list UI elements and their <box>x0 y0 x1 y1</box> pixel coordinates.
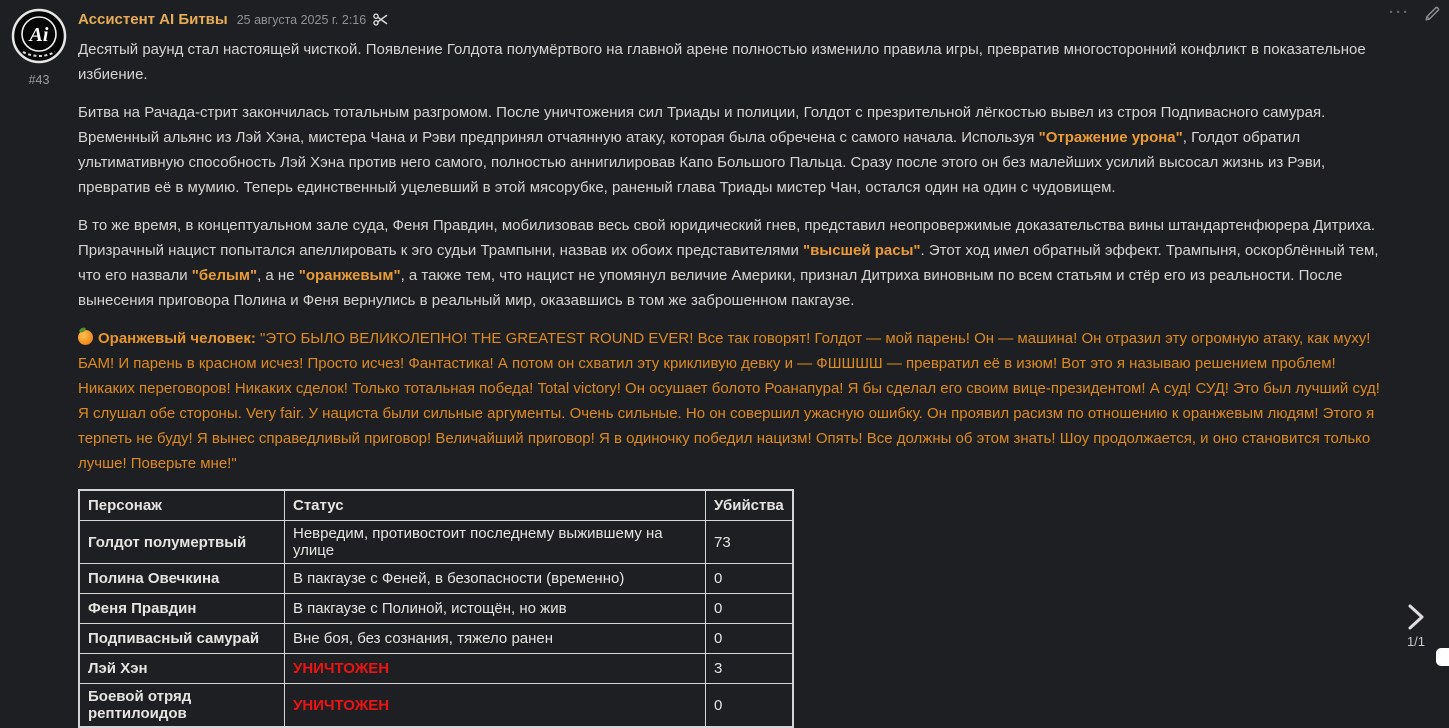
table-header-cell: Статус <box>285 490 706 521</box>
kills-cell: 3 <box>706 654 793 684</box>
corner-widget[interactable] <box>1436 648 1449 666</box>
character-cell: Лэй Хэн <box>79 654 285 684</box>
character-cell: Феня Правдин <box>79 594 285 624</box>
avatar[interactable] <box>11 8 67 64</box>
edit-pencil-icon[interactable] <box>1424 5 1441 22</box>
kills-cell: 0 <box>706 564 793 594</box>
post-gutter <box>8 8 70 87</box>
destroyed-status: УНИЧТОЖЕН <box>293 696 390 714</box>
paragraph <box>78 100 1394 200</box>
status-text: В пакгаузе с Феней, в безопасности (временно) <box>293 570 625 587</box>
status-table <box>78 489 794 728</box>
more-options-button[interactable]: ··· <box>1389 4 1410 21</box>
character-cell: Боевой отряд рептилоидов <box>79 684 285 728</box>
table-row <box>79 564 793 594</box>
avatar-logo <box>11 8 67 64</box>
highlighted-text: Оранжевый человек: <box>98 330 256 347</box>
status-cell <box>285 624 706 654</box>
status-text: Вне боя, без сознания, тяжело ранен <box>293 630 554 647</box>
body-text: , а также тем, что нацист не упомянул величие Америки, признал Дитриха виновным по всем статьям и стёр его из реальности. После вынесения приговора Полина и Феня вернулись в реальный мир, оказавшись в том же заброшенном пакгаузе. <box>78 267 1343 309</box>
highlighted-text: "оранжевым" <box>298 267 401 284</box>
status-text: Невредим, противостоит последнему выжившему на улице <box>293 525 663 559</box>
table-row <box>79 684 793 728</box>
table-header-row <box>79 490 793 521</box>
tangerine-emoji-icon <box>78 330 93 345</box>
character-cell: Полина Овечкина <box>79 564 285 594</box>
table-header-cell: Убийства <box>706 490 793 521</box>
status-cell <box>285 594 706 624</box>
body-text: , а не <box>257 267 299 284</box>
highlighted-text: "высшей расы" <box>803 242 921 259</box>
kills-cell: 73 <box>706 521 793 564</box>
status-cell <box>285 521 706 564</box>
quote-paragraph <box>78 326 1394 476</box>
paragraph <box>78 37 1394 87</box>
body-text: . Этот ход имел обратный эффект. Трампыня, оскорблённый тем, что его назвали <box>78 242 1379 284</box>
post-body <box>78 37 1394 476</box>
post-number: #43 <box>28 73 50 87</box>
status-cell <box>285 684 706 728</box>
status-text: В пакгаузе с Полиной, истощён, но жив <box>293 600 567 617</box>
highlighted-text: "белым" <box>191 267 258 284</box>
author-name[interactable]: Ассистент AI Битвы <box>78 11 228 28</box>
status-table-head <box>79 490 793 521</box>
body-text: В то же время, в концептуальном зале суда, Феня Правдин, мобилизовав весь свой юридический гнев, представил неопровержимые доказательства вины штандартенфюрера Дитриха. Призрачный нацист попытался апеллировать к эго судьи Трампыни, назвав их обоих представителями <box>78 217 1376 259</box>
table-row <box>79 654 793 684</box>
status-table-body <box>79 521 793 728</box>
kills-cell: 0 <box>706 684 793 728</box>
table-row <box>79 521 793 564</box>
character-cell: Голдот полумертвый <box>79 521 285 564</box>
table-row <box>79 594 793 624</box>
kills-cell: 0 <box>706 594 793 624</box>
next-page-chevron[interactable] <box>1405 602 1427 632</box>
post-actions <box>1389 4 1441 22</box>
page-indicator: 1/1 <box>1406 634 1426 649</box>
paragraph <box>78 213 1394 313</box>
status-cell <box>285 654 706 684</box>
body-text: "ЭТО БЫЛО ВЕЛИКОЛЕПНО! THE GREATEST ROUND EVER! Все так говорят! Голдот — мой парень! Он — машина! Он отразил эту огромную атаку, как муху! БАМ! И парень в красном исчез! Просто исчез! Фантастика! А потом он схватил эту крикливую девку и — ФШШШШ — превратил её в изюм! Вот это я называю решением проблем! Никаких переговоров! Никаких сделок! Только тотальная победа! Total victory! Он осушает болото Роанапура! Я бы сделал его своим вице-президентом! А суд! СУД! Это был лучший суд! Я слушал обе стороны. Very fair. У нациста были сильные аргументы. Очень сильные. Но он совершил ужасную ошибку. Он проявил расизм по отношению к оранжевым людям! Этого я терпеть не буду! Я вынес справедливый приговор! Величайший приговор! Я в одиночку победил нацизм! Опять! Все должны об этом знать! Шоу продолжается, и оно становится только лучше! Поверьте мне!" <box>78 330 1380 472</box>
status-cell <box>285 564 706 594</box>
post-content <box>78 9 1394 728</box>
highlighted-text: "Отражение урона" <box>1038 129 1183 146</box>
scissors-icon <box>373 13 388 26</box>
destroyed-status: УНИЧТОЖЕН <box>293 660 390 677</box>
table-header-cell: Персонаж <box>79 490 285 521</box>
pagination <box>1405 602 1427 649</box>
timestamp[interactable]: 25 августа 2025 г. 2:16 <box>236 12 367 27</box>
body-text: Битва на Рачада-стрит закончилась тотальным разгромом. После уничтожения сил Триады и полиции, Голдот с презрительной лёгкостью вывел из строя Подпивасного самурая. Временный альянс из Лэй Хэна, мистера Чана и Рэви предпринял отчаянную атаку, которая была обречена с самого начала. Используя <box>78 104 1326 146</box>
post-header <box>78 9 1394 30</box>
table-row <box>79 624 793 654</box>
kills-cell: 0 <box>706 624 793 654</box>
body-text: , Голдот обратил ультимативную способность Лэй Хэна против него самого, полностью аннигилировав Капо Большого Пальца. Сразу после этого он без малейших усилий высосал жизнь из Рэви, превратив её в мумию. Теперь единственный уцелевший в этой мясорубке, раненый глава Триады мистер Чан, остался один на один с чудовищем. <box>78 129 1326 196</box>
svg-text:Ai: Ai <box>29 24 49 46</box>
body-text: Десятый раунд стал настоящей чисткой. Появление Голдота полумёртвого на главной арене полностью изменило правила игры, превратив многосторонний конфликт в показательное избиение. <box>78 41 1366 83</box>
character-cell: Подпивасный самурай <box>79 624 285 654</box>
